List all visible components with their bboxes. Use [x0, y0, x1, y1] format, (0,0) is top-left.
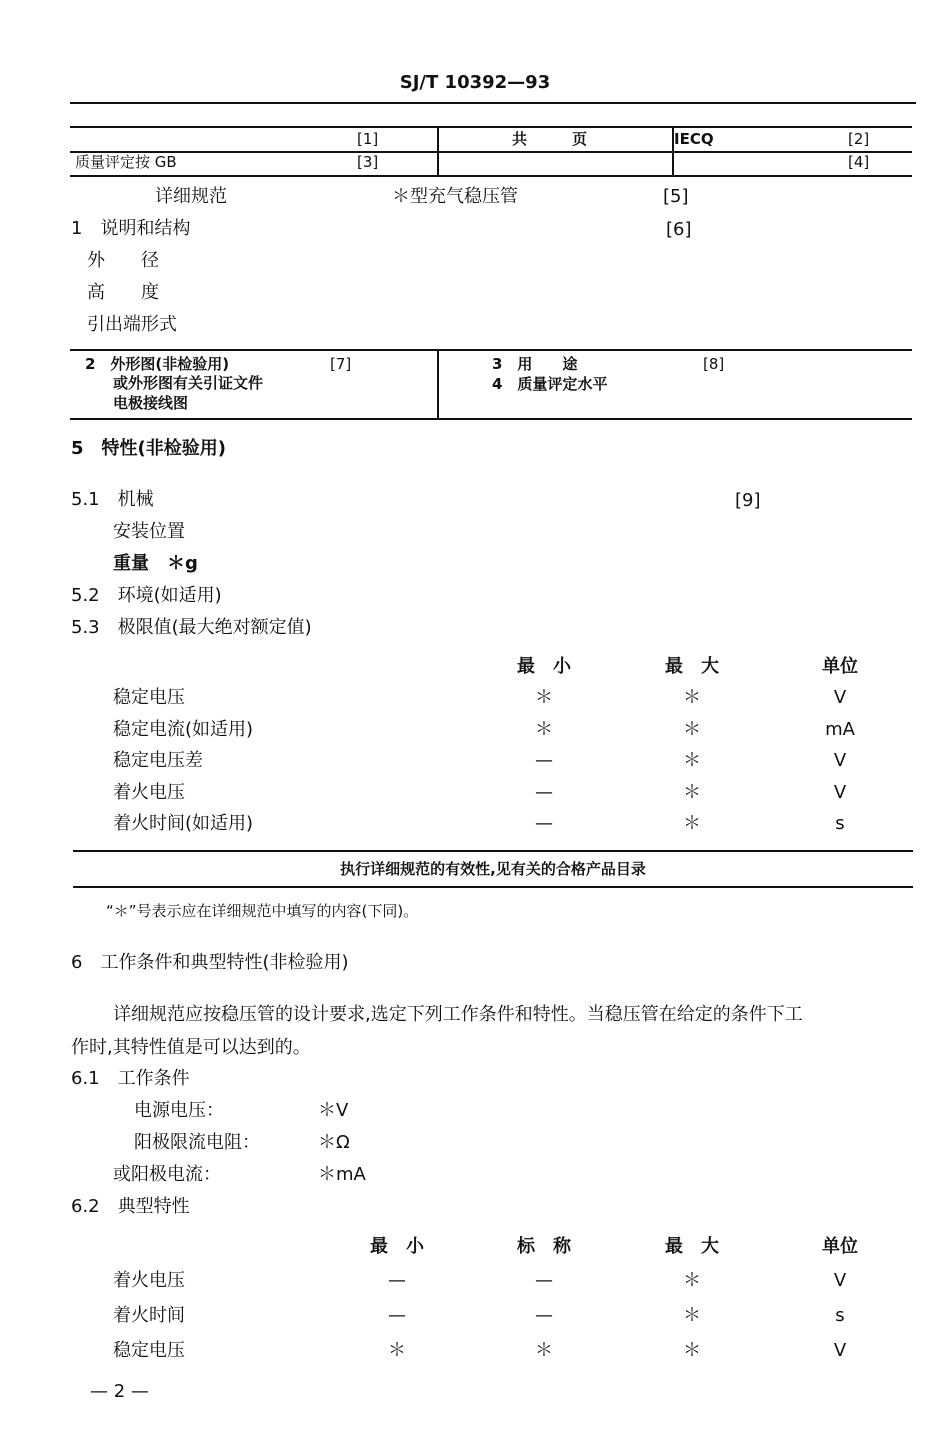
outline-reference: 或外形图有关引证文件 — [113, 374, 264, 392]
unit-value: V — [833, 1340, 847, 1361]
section-5-heading: 5 特性(非检验用) — [71, 438, 226, 459]
ref-2: [2] — [848, 130, 870, 148]
ref-3: [3] — [357, 153, 379, 171]
section-5-1: 5.1 机械 — [71, 489, 154, 510]
document-number: SJ/T 10392—93 — [399, 72, 551, 93]
condition-value: ＊Ω — [318, 1132, 350, 1153]
mounting-position: 安装位置 — [113, 521, 185, 542]
max-value: ＊ — [683, 718, 701, 740]
col-nominal: 标 称 — [517, 1236, 571, 1257]
ref-5: [5] — [663, 186, 689, 207]
ref-6: [6] — [666, 219, 692, 240]
section-1-heading: 1 说明和结构 — [71, 218, 191, 239]
banner-rule-top — [73, 850, 913, 852]
min-value: ＊ — [535, 718, 553, 740]
max-value: ＊ — [683, 781, 701, 803]
spec-title: 详细规范 — [155, 186, 227, 207]
col-unit: 单位 — [822, 656, 858, 677]
ref-1: [1] — [357, 130, 379, 148]
max-value: ＊ — [683, 813, 701, 834]
section-6-para-1: 详细规范应按稳压管的设计要求,选定下列工作条件和特性。当稳压管在给定的条件下工 — [113, 1004, 803, 1025]
min-value: — — [388, 1270, 406, 1291]
asterisk-note: “＊”号表示应在详细规范中填写的内容(下同)。 — [106, 902, 419, 920]
quality-level: 4 质量评定水平 — [492, 375, 608, 393]
max-value: ＊ — [683, 1340, 701, 1361]
section-6-para-2: 作时,其特性值是可以达到的。 — [71, 1037, 311, 1058]
max-value: ＊ — [683, 750, 701, 771]
max-value: ＊ — [683, 687, 701, 708]
parameter-name: 着火时间 — [113, 1305, 185, 1326]
iecq-label: IECQ — [674, 130, 714, 148]
col-max: 最 大 — [665, 1236, 719, 1257]
height: 高 度 — [87, 282, 159, 303]
validity-banner: 执行详细规范的有效性,见有关的合格产品目录 — [340, 860, 646, 878]
page-number: — 2 — — [90, 1381, 149, 1402]
nominal-value: ＊ — [535, 1340, 553, 1361]
header-rule — [70, 102, 916, 104]
nominal-value: — — [535, 1270, 553, 1291]
min-value: — — [535, 781, 553, 803]
min-value: — — [388, 1305, 406, 1326]
nominal-value: — — [535, 1305, 553, 1326]
unit-value: s — [835, 813, 845, 834]
electrode-wiring: 电极接线图 — [113, 394, 189, 412]
tube-type: ＊型充气稳压管 — [392, 186, 518, 207]
min-value: ＊ — [535, 687, 553, 708]
unit-value: mA — [825, 718, 855, 740]
section-6-heading: 6 工作条件和典型特性(非检验用) — [71, 952, 349, 973]
unit-value: V — [833, 687, 847, 708]
min-value: ＊ — [388, 1340, 406, 1361]
parameter-name: 着火时间(如适用) — [113, 813, 254, 834]
unit-value: V — [833, 781, 847, 803]
condition-label: 或阳极电流： — [113, 1164, 221, 1185]
page-count-label: 共 页 — [512, 130, 588, 148]
quality-assessment-label: 质量评定按 GB — [75, 153, 177, 171]
unit-value: V — [833, 1270, 847, 1291]
condition-value: ＊V — [318, 1100, 349, 1121]
max-value: ＊ — [683, 1305, 701, 1326]
parameter-name: 稳定电流(如适用) — [113, 718, 254, 740]
condition-label: 阳极限流电阻： — [134, 1132, 260, 1153]
unit-value: s — [835, 1305, 845, 1326]
parameter-name: 稳定电压 — [113, 1340, 185, 1361]
outline-drawing: 2 外形图(非检验用) — [85, 355, 230, 373]
ref-9: [9] — [735, 490, 761, 511]
col-unit: 单位 — [822, 1236, 858, 1257]
col-min: 最 小 — [370, 1236, 424, 1257]
outer-diameter: 外 径 — [87, 250, 159, 271]
section-6-2: 6.2 典型特性 — [71, 1196, 190, 1217]
parameter-name: 稳定电压差 — [113, 750, 203, 771]
unit-value: V — [833, 750, 847, 771]
parameter-name: 着火电压 — [113, 781, 185, 803]
section-5-2: 5.2 环境(如适用) — [71, 585, 222, 606]
min-value: — — [535, 750, 553, 771]
condition-label: 电源电压： — [134, 1100, 224, 1121]
lead-type: 引出端形式 — [87, 314, 177, 335]
parameter-name: 稳定电压 — [113, 687, 185, 708]
banner-rule-bottom — [73, 886, 913, 888]
section-5-3: 5.3 极限值(最大绝对额定值) — [71, 617, 312, 638]
max-value: ＊ — [683, 1270, 701, 1291]
ref-4: [4] — [848, 153, 870, 171]
ref-7: [7] — [330, 355, 352, 373]
col-max: 最 大 — [665, 656, 719, 677]
min-value: — — [535, 813, 553, 834]
parameter-name: 着火电压 — [113, 1270, 185, 1291]
col-min: 最 小 — [517, 656, 571, 677]
weight: 重量 ＊g — [113, 553, 198, 574]
condition-value: ＊mA — [318, 1164, 366, 1185]
ref-8: [8] — [703, 355, 725, 373]
application: 3 用 途 — [492, 355, 578, 373]
section-6-1: 6.1 工作条件 — [71, 1068, 190, 1089]
